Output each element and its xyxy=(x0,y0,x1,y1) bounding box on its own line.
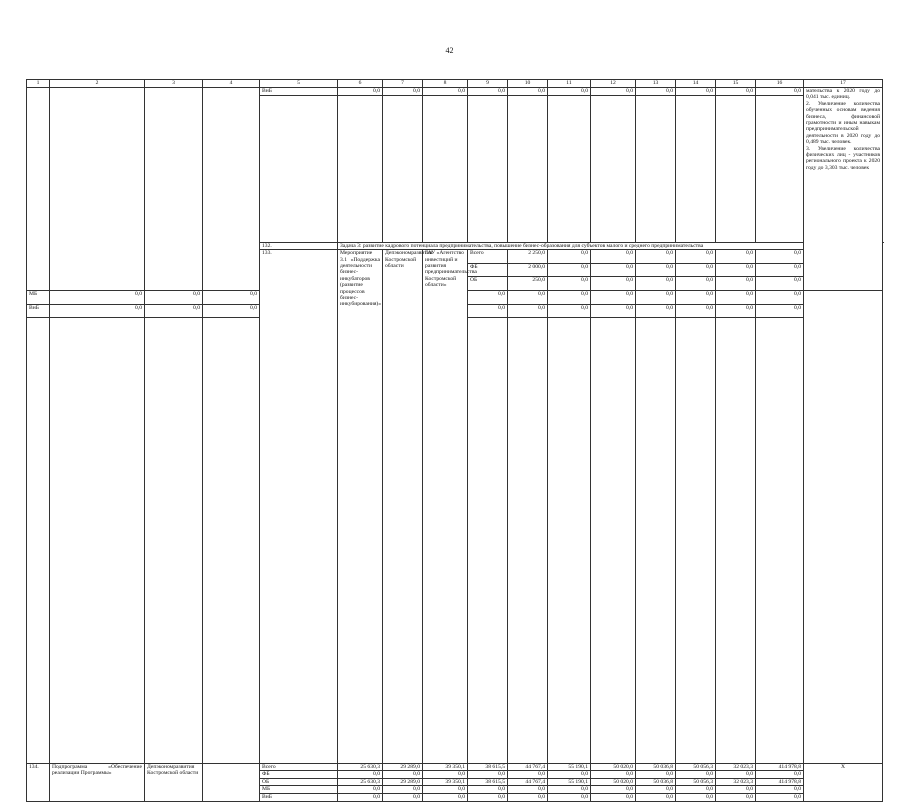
source-label: ФБ xyxy=(260,771,338,779)
value-cell: 250,0 xyxy=(508,277,548,291)
indicator-note: мательства к 2020 году до 0,041 тыс. единиц. 2. Увеличение количества обученных основам ведения бизнеса, финансовой грамотности и иным навыкам предпринимательской деятельности в 2020 году до 0,489 тыс. человек. 3. Увеличение количества физических лиц - участников регионального проекта к 2020 году до 3,303 тыс. человек xyxy=(804,88,883,291)
value-cell: 0,0 xyxy=(591,771,636,779)
value-cell: 38 615,5 xyxy=(468,778,508,786)
source-label: ФБ xyxy=(468,263,508,277)
value-cell: 38 615,5 xyxy=(468,763,508,771)
value-cell: 414 978,8 xyxy=(756,778,804,786)
value-cell: 0,0 xyxy=(676,263,716,277)
value-cell: 0,0 xyxy=(548,794,591,802)
value-cell: 0,0 xyxy=(548,277,591,291)
value-cell: 25 630,3 xyxy=(338,763,383,771)
value-cell: 55 190,1 xyxy=(548,778,591,786)
value-cell: 0,0 xyxy=(676,250,716,264)
value-cell: 44 767,4 xyxy=(508,763,548,771)
value-cell: 0,0 xyxy=(756,250,804,264)
budget-table xyxy=(26,79,883,802)
column-header: 15 xyxy=(716,80,756,88)
value-cell: 0,0 xyxy=(50,290,145,304)
column-header: 4 xyxy=(203,80,260,88)
value-cell: 0,0 xyxy=(591,263,636,277)
value-cell: 0,0 xyxy=(591,304,636,318)
source-label: МБ xyxy=(27,290,50,304)
task-title: Задача 3: развитие кадрового потенциала предпринимательства, повышение бизнес-образования для субъектов малого и среднего предпринимательства xyxy=(338,242,883,250)
source-label: МБ xyxy=(260,786,338,794)
source-label: Всего xyxy=(468,250,508,264)
value-cell: 0,0 xyxy=(548,786,591,794)
value-cell: 0,0 xyxy=(716,263,756,277)
value-cell: 50 020,0 xyxy=(591,763,636,771)
value-cell: 0,0 xyxy=(676,290,716,304)
column-header: 14 xyxy=(676,80,716,88)
value-cell: 0,0 xyxy=(591,250,636,264)
value-cell: 0,0 xyxy=(676,304,716,318)
column-header: 3 xyxy=(145,80,203,88)
indicator-note: Х xyxy=(804,763,883,801)
value-cell: 50 020,0 xyxy=(591,778,636,786)
value-cell: 0,0 xyxy=(508,304,548,318)
value-cell: 0,0 xyxy=(676,794,716,802)
column-header: 5 xyxy=(260,80,338,88)
value-cell: 0,0 xyxy=(508,794,548,802)
value-cell: 0,0 xyxy=(716,277,756,291)
value-cell: 0,0 xyxy=(145,304,203,318)
value-cell: 0,0 xyxy=(548,250,591,264)
page-number: 42 xyxy=(445,46,454,55)
column-header: 11 xyxy=(548,80,591,88)
value-cell: 39 350,1 xyxy=(423,778,468,786)
column-header: 2 xyxy=(50,80,145,88)
value-cell: 0,0 xyxy=(716,250,756,264)
value-cell: 0,0 xyxy=(716,794,756,802)
value-cell: 0,0 xyxy=(756,277,804,291)
value-cell: 0,0 xyxy=(756,290,804,304)
value-cell: 0,0 xyxy=(338,786,383,794)
value-cell: 0,0 xyxy=(50,304,145,318)
value-cell: 0,0 xyxy=(548,290,591,304)
column-header: 6 xyxy=(338,80,383,88)
value-cell: 0,0 xyxy=(676,786,716,794)
source-label: ОБ xyxy=(260,778,338,786)
value-cell: 0,0 xyxy=(591,290,636,304)
value-cell: 0,0 xyxy=(716,290,756,304)
value-cell: 0,0 xyxy=(548,771,591,779)
value-cell: 0,0 xyxy=(468,771,508,779)
source-label: ВнБ xyxy=(27,304,50,318)
value-cell: 0,0 xyxy=(756,304,804,318)
activity-name: Мероприятие 3.1 «Поддержка деятельности бизнес-инкубаторов (развитие процессов бизнес-инкубирования)» xyxy=(338,250,383,764)
value-cell: 0,0 xyxy=(468,290,508,304)
value-cell: 0,0 xyxy=(636,263,676,277)
value-cell: 0,0 xyxy=(383,786,423,794)
value-cell: 55 190,1 xyxy=(548,763,591,771)
value-cell: 0,0 xyxy=(423,771,468,779)
organization: ГАУ «Агентство инвестиций и развития предпринимательства Костромской области» xyxy=(423,250,468,764)
row-number: 134. xyxy=(27,763,50,801)
value-cell: 0,0 xyxy=(676,277,716,291)
value-cell: 0,0 xyxy=(203,290,260,304)
source-label: ОБ xyxy=(468,277,508,291)
value-cell: 0,0 xyxy=(636,786,676,794)
value-cell: 0,0 xyxy=(338,794,383,802)
value-cell: 39 350,1 xyxy=(423,763,468,771)
value-cell: 0,0 xyxy=(423,786,468,794)
column-header: 16 xyxy=(756,80,804,88)
column-header: 13 xyxy=(636,80,676,88)
value-cell: 29 289,0 xyxy=(383,778,423,786)
executor: Депэкономразвития Костромской области xyxy=(383,250,423,764)
activity-name: Подпрограмма «Обеспечение реализации Программы» xyxy=(50,763,145,801)
value-cell: 0,0 xyxy=(636,771,676,779)
value-cell: 0,0 xyxy=(591,786,636,794)
value-cell: 32 023,3 xyxy=(716,763,756,771)
table-row-134 xyxy=(27,763,883,771)
column-header: 9 xyxy=(468,80,508,88)
row-number: 133. xyxy=(260,250,338,764)
value-cell: 25 630,3 xyxy=(338,778,383,786)
value-cell: 0,0 xyxy=(756,786,804,794)
source-label: Всего xyxy=(260,763,338,771)
value-cell: 0,0 xyxy=(508,771,548,779)
value-cell: 32 023,3 xyxy=(716,778,756,786)
column-header: 1 xyxy=(27,80,50,88)
value-cell: 29 289,0 xyxy=(383,763,423,771)
column-header: 17 xyxy=(804,80,883,88)
column-header: 10 xyxy=(508,80,548,88)
value-cell: 44 767,4 xyxy=(508,778,548,786)
value-cell: 0,0 xyxy=(423,794,468,802)
value-cell: 0,0 xyxy=(145,290,203,304)
table-row-continuation: ВнБ 0,0 0,0 0,0 0,0 0,0 0,0 0,0 0,0 0,0 0,0 0,0 мательства к 2020 году до 0,041 тыс. единиц. 2. Увеличение количества обученных основам ведения бизнеса, финансовой грамотности и иным навыкам предпринимательской деятельности в 2020 году до 0,489 тыс. человек. 3. Увеличение количества физических лиц - участников регионального проекта к 2020 году до 3,303 тыс. человек xyxy=(27,88,883,96)
value-cell: 0,0 xyxy=(636,250,676,264)
value-cell: 414 978,8 xyxy=(756,763,804,771)
value-cell: 2 250,0 xyxy=(508,250,548,264)
value-cell: 0,0 xyxy=(636,794,676,802)
value-cell: 0,0 xyxy=(636,290,676,304)
value-cell: 0,0 xyxy=(338,771,383,779)
value-cell: 0,0 xyxy=(756,771,804,779)
column-header: 8 xyxy=(423,80,468,88)
value-cell: 0,0 xyxy=(508,290,548,304)
value-cell: 0,0 xyxy=(383,794,423,802)
value-cell: 2 000,0 xyxy=(508,263,548,277)
row-number: 132. xyxy=(260,242,338,250)
organization xyxy=(203,763,260,801)
value-cell: 50 056,3 xyxy=(676,778,716,786)
value-cell: 0,0 xyxy=(716,771,756,779)
value-cell: 0,0 xyxy=(591,794,636,802)
value-cell: 50 036,8 xyxy=(636,778,676,786)
value-cell: 0,0 xyxy=(383,771,423,779)
header-row xyxy=(27,80,883,88)
source-label: ВнБ xyxy=(260,794,338,802)
source-label: ВнБ xyxy=(260,88,338,96)
value-cell: 0,0 xyxy=(756,263,804,277)
value-cell: 0,0 xyxy=(591,277,636,291)
value-cell: 0,0 xyxy=(716,304,756,318)
value-cell: 0,0 xyxy=(548,304,591,318)
column-header: 7 xyxy=(383,80,423,88)
value-cell: 0,0 xyxy=(468,794,508,802)
value-cell: 0,0 xyxy=(716,786,756,794)
value-cell: 0,0 xyxy=(636,277,676,291)
value-cell: 0,0 xyxy=(756,794,804,802)
column-header: 12 xyxy=(591,80,636,88)
value-cell: 50 036,8 xyxy=(636,763,676,771)
value-cell: 0,0 xyxy=(508,786,548,794)
value-cell: 0,0 xyxy=(636,304,676,318)
value-cell: 50 056,3 xyxy=(676,763,716,771)
value-cell: 0,0 xyxy=(548,263,591,277)
value-cell: 0,0 xyxy=(468,304,508,318)
executor: Депэкономразвития Костромской области xyxy=(145,763,203,801)
value-cell: 0,0 xyxy=(203,304,260,318)
value-cell: 0,0 xyxy=(676,771,716,779)
value-cell: 0,0 xyxy=(468,786,508,794)
